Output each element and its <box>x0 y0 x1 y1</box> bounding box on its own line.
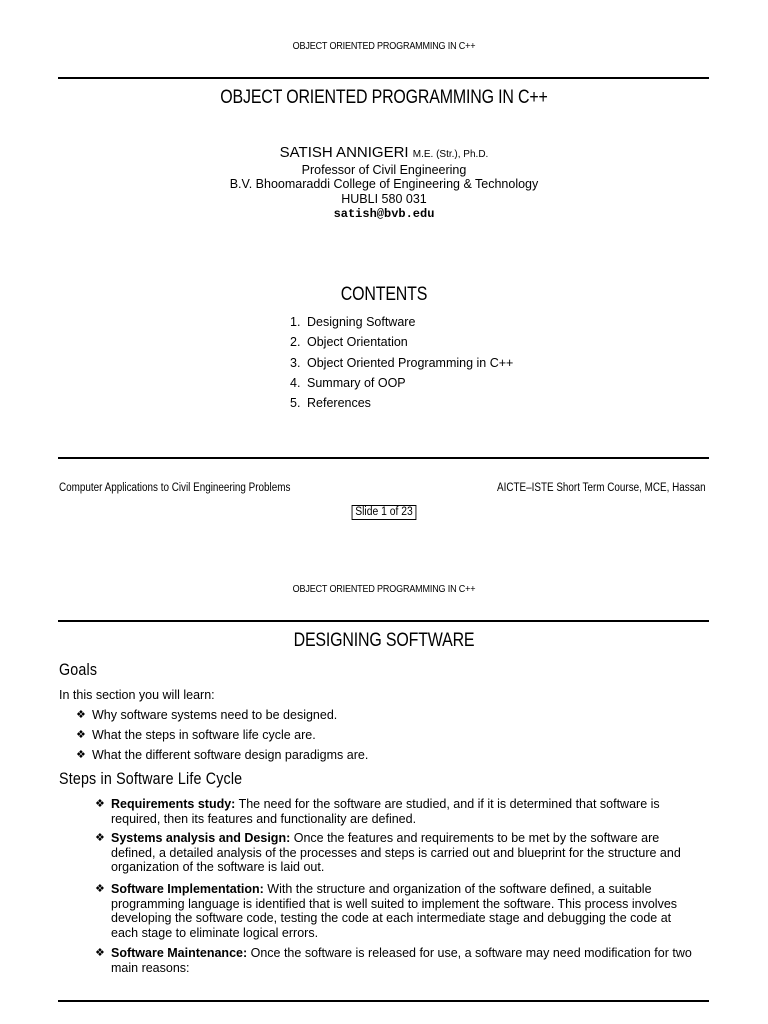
contents-item-number: 1. <box>290 315 301 329</box>
contents-item <box>290 393 513 413</box>
contents-item-label: Designing Software <box>307 315 416 329</box>
step-line: developing the software code, testing the code at each intermediate stage and debugging the code at <box>111 911 672 925</box>
diamond-bullet-icon: ❖ <box>76 729 86 741</box>
slide-number-wrap <box>0 502 768 520</box>
running-head: OBJECT ORIENTED PROGRAMMING IN C++ <box>292 583 476 595</box>
diamond-bullet-icon: ❖ <box>95 947 105 959</box>
step-line: main reasons: <box>111 960 190 975</box>
footer-rule <box>58 1000 709 1002</box>
step-line: each stage to eliminate logical errors. <box>111 925 319 940</box>
author-name: SATISH ANNIGERI <box>279 144 409 161</box>
step-term: Systems analysis and Design: <box>111 831 291 845</box>
header-rule <box>58 620 709 622</box>
step-text: The need for the software are studied, and if it is determined that software is <box>235 797 660 811</box>
diamond-bullet-icon: ❖ <box>95 798 105 810</box>
goal-text: What the steps in software life cycle are. <box>92 728 316 742</box>
step-text: Once the features and requirements to be met by the software are <box>290 831 660 845</box>
goals-intro: In this section you will learn: <box>59 688 215 702</box>
step-text: With the structure and organization of the software defined, a suitable <box>263 882 652 896</box>
contents-item-number: 3. <box>290 355 301 370</box>
step-line: programming language is identified that is well suited to implement the software. This process involves <box>111 896 678 911</box>
contents-item-number: 2. <box>290 335 301 350</box>
step-line: organization of the software is laid out. <box>111 860 325 874</box>
footer-course-info: AICTE–ISTE Short Term Course, MCE, Hassan <box>497 482 706 494</box>
contents-item <box>290 373 513 393</box>
goal-text: Why software systems need to be designed. <box>92 708 338 722</box>
diamond-bullet-icon: ❖ <box>76 709 86 721</box>
contents-item-label: Object Oriented Programming in C++ <box>307 355 514 370</box>
step-line <box>111 831 711 846</box>
step-line: required, then its features and functionality are defined. <box>111 811 417 826</box>
step-term: Requirements study: <box>111 797 236 811</box>
author-city: HUBLI 580 031 <box>341 192 427 206</box>
author-college: B.V. Bhoomaraddi College of Engineering & Technology <box>229 177 539 191</box>
step-term: Software Maintenance: <box>111 946 248 960</box>
header-rule <box>58 77 709 79</box>
step-line: defined, a detailed analysis of the processes and steps is carried out and blueprint for the structure and <box>111 845 681 860</box>
author-line <box>0 144 768 161</box>
step-line <box>111 797 711 812</box>
contents-item-number: 5. <box>290 396 301 411</box>
step-term: Software Implementation: <box>111 882 264 896</box>
diamond-bullet-icon: ❖ <box>95 832 105 844</box>
contents-item-label: References <box>307 396 371 411</box>
contents-heading: CONTENTS <box>340 284 428 305</box>
running-head: OBJECT ORIENTED PROGRAMMING IN C++ <box>292 40 476 52</box>
contents-item <box>290 312 513 332</box>
footer-course-name: Computer Applications to Civil Engineering Problems <box>59 482 291 494</box>
section-title: DESIGNING SOFTWARE <box>293 630 475 651</box>
contents-item-label: Object Orientation <box>307 335 408 350</box>
author-degrees: M.E. (Str.), Ph.D. <box>412 149 489 160</box>
contents-item <box>290 353 513 373</box>
step-line <box>111 946 711 961</box>
contents-item <box>290 332 513 352</box>
diamond-bullet-icon: ❖ <box>95 883 105 895</box>
step-text: Once the software is released for use, a software may need modification for two <box>247 946 692 960</box>
slide-number-badge: Slide 1 of 23 <box>352 505 417 520</box>
contents-item-label: Summary of OOP <box>307 375 406 390</box>
author-email[interactable]: satish@bvb.edu <box>333 207 435 221</box>
page-title: OBJECT ORIENTED PROGRAMMING IN C++ <box>220 87 548 108</box>
contents-list <box>290 312 513 413</box>
step-line <box>111 882 711 897</box>
goals-heading: Goals <box>59 660 98 679</box>
footer-rule <box>58 457 709 459</box>
diamond-bullet-icon: ❖ <box>76 749 86 761</box>
contents-item-number: 4. <box>290 375 301 390</box>
steps-heading: Steps in Software Life Cycle <box>59 769 243 788</box>
author-position: Professor of Civil Engineering <box>301 163 467 177</box>
goal-text: What the different software design paradigms are. <box>92 748 369 762</box>
